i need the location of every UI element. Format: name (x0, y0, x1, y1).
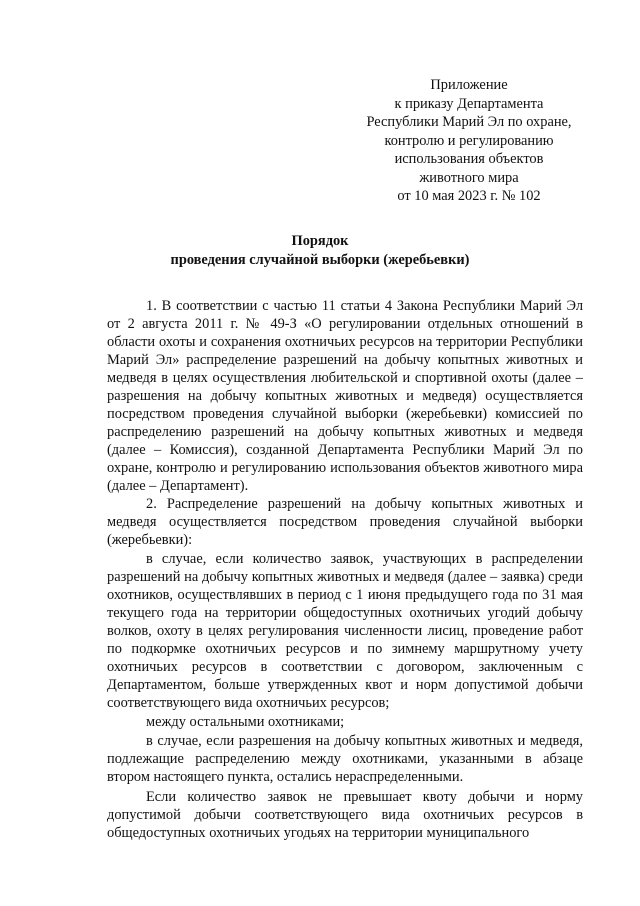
paragraph-4: между остальными охотниками; (146, 713, 345, 730)
appendix-line: Приложение (430, 77, 508, 93)
appendix-line: Республики Марий Эл по охране, (366, 114, 572, 130)
document-body (107, 298, 583, 844)
title-line-1: Порядок (291, 233, 349, 249)
appendix-header (344, 76, 594, 206)
paragraph-5: в случае, если разрешения на добычу копытных животных и медведя, подлежащие распределению между охотниками, указанными в абзаце втором настоящего пункта, остались нераспределенными. (107, 732, 583, 785)
appendix-line: контролю и регулированию (384, 132, 554, 149)
paragraph-2: 2. Распределение разрешений на добычу копытных животных и медведя осуществляется посредством проведения случайной выборки (жеребьевки): (107, 496, 583, 549)
appendix-line: использования объектов (394, 151, 544, 167)
appendix-line: животного мира (419, 169, 519, 186)
document-title (100, 232, 540, 269)
paragraph-6: Если количество заявок не превышает квоту добычи и норму допустимой добычи соответствующего вида охотничьих ресурсов в общедоступных охотничьих угодьях на территории муниципального (107, 788, 583, 841)
appendix-date-line: от 10 мая 2023 г. № 102 (397, 188, 541, 204)
paragraph-1: 1. В соответствии с частью 11 статьи 4 Закона Республики Марий Эл от 2 августа 2011 г. № 49-З «О регулировании отдельных отношений в области охоты и сохранения охотничьих ресурсов на территории Республики Марий Эл» распределение разрешений на добычу копытных животных и медведя в целях осуществления любительской и спортивной охоты (далее – разрешения на добычу копытных животных и медведя) осуществляется посредством проведения случайной выборки (жеребьевки) комиссией по распределению разрешений на добычу копытных животных и медведя (далее – Комиссия), созданной Департамента Республики Марий Эл по охране, контролю и регулированию использования объектов животного мира (далее – Департамент). (107, 298, 583, 494)
appendix-line: к приказу Департамента (394, 95, 544, 112)
paragraph-3: в случае, если количество заявок, участвующих в распределении разрешений на добычу копытных животных и медведя (далее – заявка) среди охотников, осуществлявших в период с 1 июня предыдущего года по 31 мая текущего года на территории общедоступных охотничьих угодий добычу волков, охоту в целях регулирования численности лисиц, проведение работ по подкормке охотничьих ресурсов и по зимнему маршрутному учету охотничьих ресурсов в соответствии с договором, заключенным с Департаментом, больше утвержденных квот и норм допустимой добычи соответствующего вида охотничьих ресурсов; (107, 551, 583, 711)
title-line-2: проведения случайной выборки (жеребьевки) (170, 251, 470, 268)
